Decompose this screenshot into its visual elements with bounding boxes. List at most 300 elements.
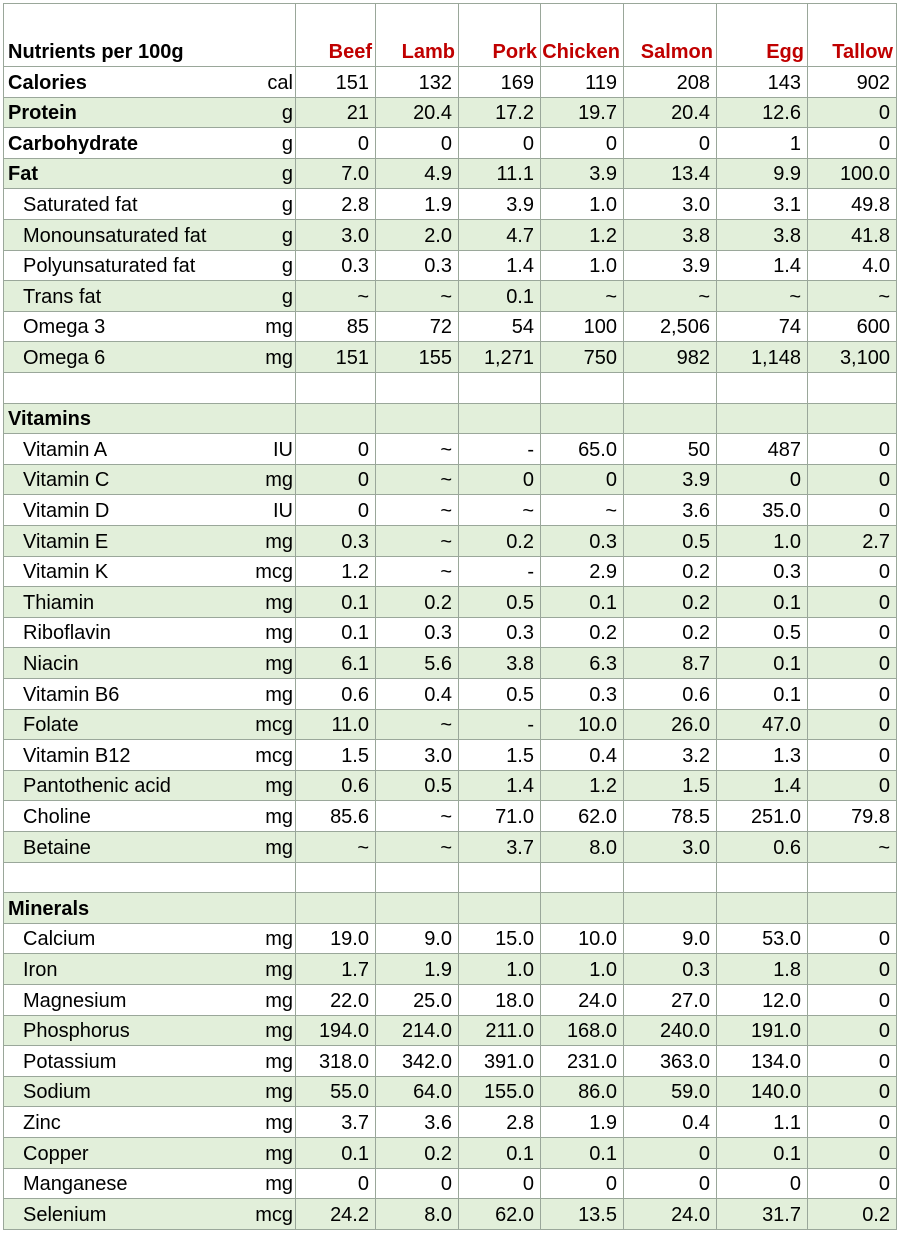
value-cell-tallow [808, 189, 897, 219]
value-text: 0 [878, 561, 890, 584]
value-cell-tallow [808, 863, 897, 893]
nutrition-sheet [3, 3, 897, 1229]
nutrient-unit: cal [267, 71, 293, 94]
value-text: 3.9 [682, 469, 710, 492]
value-cell-tallow [808, 1107, 897, 1137]
value-cell-pork [459, 67, 541, 97]
row-minerals [3, 893, 897, 924]
nutrient-name-cell [3, 1169, 296, 1199]
nutrient-name-cell [3, 189, 296, 219]
value-cell-salmon [624, 679, 717, 709]
value-cell-chicken [541, 1107, 624, 1137]
value-cell-chicken [541, 189, 624, 219]
nutrient-unit: mg [265, 316, 293, 339]
nutrient-name-cell [3, 985, 296, 1015]
value-cell-pork [459, 159, 541, 189]
value-cell-pork [459, 832, 541, 862]
value-cell-pork [459, 893, 541, 923]
value-text: 24.2 [330, 1203, 369, 1226]
row-polyunsaturated-fat [3, 251, 897, 282]
value-text: 0 [698, 132, 710, 155]
value-text: 0 [878, 958, 890, 981]
nutrient-name-cell [3, 648, 296, 678]
value-text: ~ [440, 438, 452, 461]
nutrient-label: Minerals [8, 897, 90, 920]
value-cell-egg [717, 740, 808, 770]
value-text: 0 [440, 132, 452, 155]
value-cell-chicken [541, 863, 624, 893]
value-cell-beef [296, 740, 376, 770]
nutrient-name-cell [3, 1046, 296, 1076]
value-cell-chicken [541, 557, 624, 587]
value-cell-salmon [624, 465, 717, 495]
value-cell-tallow [808, 526, 897, 556]
value-text: 0 [878, 1142, 890, 1165]
nutrient-unit: mcg [255, 744, 293, 767]
value-cell-chicken [541, 495, 624, 525]
value-text: 3,100 [839, 346, 890, 369]
value-text: 0.1 [773, 1142, 801, 1165]
value-cell-chicken [541, 67, 624, 97]
value-text: - [527, 561, 534, 584]
value-cell-salmon [624, 801, 717, 831]
value-text: 0 [698, 1173, 710, 1196]
value-text: 0 [698, 1142, 710, 1165]
value-cell-egg [717, 1138, 808, 1168]
value-text: 1.4 [773, 775, 801, 798]
value-text: 0 [878, 744, 890, 767]
value-text: 0.3 [506, 622, 534, 645]
table-title-cell [3, 4, 296, 66]
value-cell-beef [296, 1016, 376, 1046]
value-text: 214.0 [401, 1020, 452, 1043]
value-cell-lamb [376, 557, 459, 587]
nutrient-label: Vitamin A [23, 438, 108, 461]
value-cell-salmon [624, 1138, 717, 1168]
value-text: 78.5 [671, 805, 710, 828]
value-text: 211.0 [485, 1020, 534, 1043]
value-cell-pork [459, 801, 541, 831]
value-text: 0.5 [506, 591, 534, 614]
row-calcium [3, 924, 897, 955]
value-cell-tallow [808, 1199, 897, 1229]
value-text: ~ [440, 499, 452, 522]
value-text: 64.0 [413, 1081, 452, 1104]
value-text: 363.0 [659, 1050, 710, 1073]
value-cell-beef [296, 863, 376, 893]
value-cell-salmon [624, 924, 717, 954]
value-text: 251.0 [750, 805, 801, 828]
value-cell-salmon [624, 1046, 717, 1076]
value-cell-beef [296, 924, 376, 954]
value-cell-pork [459, 648, 541, 678]
value-text: 26.0 [671, 714, 710, 737]
nutrient-name-cell [3, 893, 296, 923]
value-text: 391.0 [483, 1050, 534, 1073]
nutrient-name-cell [3, 404, 296, 434]
nutrient-unit: mg [265, 1081, 293, 1104]
value-text: 0.3 [341, 255, 369, 278]
nutrient-name-cell [3, 1107, 296, 1137]
value-cell-salmon [624, 893, 717, 923]
nutrient-name-cell [3, 159, 296, 189]
row-iron [3, 954, 897, 985]
column-header-tallow [808, 4, 897, 66]
value-cell-tallow [808, 251, 897, 281]
nutrient-label: Pantothenic acid [23, 775, 171, 798]
value-cell-chicken [541, 1077, 624, 1107]
value-text: 0.4 [589, 744, 617, 767]
value-cell-beef [296, 1169, 376, 1199]
column-header-label: Lamb [401, 41, 455, 63]
value-cell-lamb [376, 434, 459, 464]
value-cell-egg [717, 251, 808, 281]
nutrient-unit: mg [265, 652, 293, 675]
value-cell-tallow [808, 985, 897, 1015]
value-text: 0.1 [341, 1142, 369, 1165]
value-cell-tallow [808, 740, 897, 770]
value-text: 600 [856, 316, 890, 339]
value-text: 3.2 [682, 744, 710, 767]
value-cell-pork [459, 128, 541, 158]
value-text: 2.9 [589, 561, 617, 584]
row-vitamin-e [3, 526, 897, 557]
value-cell-egg [717, 281, 808, 311]
value-cell-salmon [624, 954, 717, 984]
value-text: 74 [778, 316, 801, 339]
row-thiamin [3, 587, 897, 618]
value-cell-lamb [376, 1016, 459, 1046]
value-cell-lamb [376, 281, 459, 311]
value-cell-tallow [808, 557, 897, 587]
value-text: ~ [357, 285, 369, 308]
value-text: 0 [878, 989, 890, 1012]
value-text: 0.3 [589, 683, 617, 706]
value-text: 0 [522, 1173, 534, 1196]
value-cell-pork [459, 679, 541, 709]
nutrient-name-cell [3, 710, 296, 740]
column-header-label: Egg [766, 41, 804, 63]
value-text: 1.0 [506, 958, 534, 981]
value-cell-salmon [624, 648, 717, 678]
nutrient-unit: mg [265, 469, 293, 492]
value-text: 169 [500, 71, 534, 94]
value-text: 0 [878, 1081, 890, 1104]
value-cell-chicken [541, 924, 624, 954]
value-cell-chicken [541, 159, 624, 189]
value-text: 8.0 [424, 1203, 452, 1226]
column-header-lamb [376, 4, 459, 66]
value-cell-egg [717, 893, 808, 923]
value-cell-pork [459, 342, 541, 372]
value-cell-salmon [624, 404, 717, 434]
nutrient-label: Omega 3 [23, 316, 106, 339]
value-text: 0.3 [341, 530, 369, 553]
row-copper [3, 1138, 897, 1169]
value-text: ~ [605, 499, 617, 522]
row-trans-fat [3, 281, 897, 312]
value-text: 27.0 [671, 989, 710, 1012]
value-cell-pork [459, 465, 541, 495]
value-cell-salmon [624, 67, 717, 97]
nutrient-label: Sodium [23, 1081, 91, 1104]
nutrient-unit: g [281, 102, 293, 125]
column-header-salmon [624, 4, 717, 66]
value-cell-egg [717, 1016, 808, 1046]
value-cell-tallow [808, 220, 897, 250]
nutrient-label: Fat [8, 163, 38, 186]
value-text: 54 [511, 316, 534, 339]
value-text: 0 [357, 469, 369, 492]
value-text: 0 [878, 928, 890, 951]
value-text: 17.2 [495, 102, 534, 125]
value-text: 0 [878, 775, 890, 798]
value-text: 0.1 [589, 591, 617, 614]
value-cell-chicken [541, 526, 624, 556]
value-cell-salmon [624, 618, 717, 648]
value-cell-salmon [624, 159, 717, 189]
value-text: 2.8 [506, 1111, 534, 1134]
value-text: ~ [440, 561, 452, 584]
value-cell-lamb [376, 373, 459, 403]
value-text: 4.0 [862, 255, 890, 278]
value-text: 1.7 [341, 958, 369, 981]
value-cell-chicken [541, 220, 624, 250]
value-cell-lamb [376, 1046, 459, 1076]
value-cell-lamb [376, 342, 459, 372]
value-text: 0 [878, 438, 890, 461]
value-text: 3.9 [589, 163, 617, 186]
nutrient-unit: mg [265, 775, 293, 798]
value-cell-salmon [624, 710, 717, 740]
value-cell-tallow [808, 893, 897, 923]
nutrient-unit: mg [265, 1173, 293, 1196]
value-text: 119 [585, 71, 617, 94]
value-cell-egg [717, 832, 808, 862]
value-cell-beef [296, 495, 376, 525]
nutrient-label: Vitamins [8, 408, 91, 431]
value-text: ~ [357, 836, 369, 859]
value-text: 0.3 [589, 530, 617, 553]
row-betaine [3, 832, 897, 863]
value-cell-beef [296, 771, 376, 801]
value-cell-chicken [541, 740, 624, 770]
value-cell-beef [296, 1046, 376, 1076]
nutrient-name-cell [3, 220, 296, 250]
value-text: 1.5 [682, 775, 710, 798]
nutrient-unit: mg [265, 346, 293, 369]
value-text: 0.1 [341, 591, 369, 614]
value-text: 0.4 [682, 1111, 710, 1134]
value-cell-tallow [808, 771, 897, 801]
value-cell-beef [296, 648, 376, 678]
value-text: 132 [418, 71, 452, 94]
value-cell-tallow [808, 465, 897, 495]
value-text: 100 [583, 316, 617, 339]
value-cell-tallow [808, 832, 897, 862]
value-cell-salmon [624, 342, 717, 372]
nutrient-label: Zinc [23, 1111, 61, 1134]
value-cell-egg [717, 710, 808, 740]
value-text: 0.2 [589, 622, 617, 645]
nutrient-unit: g [281, 193, 293, 216]
row-riboflavin [3, 618, 897, 649]
value-text: 3.8 [682, 224, 710, 247]
value-text: 3.6 [682, 499, 710, 522]
value-cell-tallow [808, 1077, 897, 1107]
value-text: 24.0 [578, 989, 617, 1012]
value-text: 0.5 [773, 622, 801, 645]
nutrient-unit: mcg [255, 561, 293, 584]
value-cell-chicken [541, 801, 624, 831]
value-text: 1.9 [424, 958, 452, 981]
value-cell-beef [296, 710, 376, 740]
value-cell-pork [459, 495, 541, 525]
value-text: ~ [440, 836, 452, 859]
value-cell-pork [459, 373, 541, 403]
value-text: 0 [878, 622, 890, 645]
row-vitamin-k [3, 557, 897, 588]
value-text: 22.0 [330, 989, 369, 1012]
nutrient-unit: mg [265, 591, 293, 614]
value-text: 0 [357, 1173, 369, 1196]
value-text: 1.4 [773, 255, 801, 278]
value-text: 1.5 [506, 744, 534, 767]
column-header-label: Beef [328, 41, 372, 63]
column-header-chicken [541, 4, 624, 66]
value-text: ~ [605, 285, 617, 308]
nutrient-name-cell [3, 465, 296, 495]
value-cell-salmon [624, 832, 717, 862]
value-cell-egg [717, 648, 808, 678]
value-cell-salmon [624, 251, 717, 281]
value-cell-chicken [541, 1169, 624, 1199]
value-text: 1.5 [341, 744, 369, 767]
value-cell-pork [459, 924, 541, 954]
value-cell-salmon [624, 434, 717, 464]
value-cell-tallow [808, 648, 897, 678]
value-cell-lamb [376, 1199, 459, 1229]
nutrient-unit: mcg [255, 1203, 293, 1226]
value-text: 0 [878, 102, 890, 125]
value-cell-pork [459, 281, 541, 311]
value-cell-chicken [541, 710, 624, 740]
value-text: 10.0 [578, 928, 617, 951]
value-text: 0 [878, 132, 890, 155]
value-cell-pork [459, 863, 541, 893]
value-text: 0 [357, 438, 369, 461]
value-text: 0 [878, 499, 890, 522]
nutrient-name-cell [3, 495, 296, 525]
value-cell-chicken [541, 404, 624, 434]
value-text: 0 [357, 499, 369, 522]
value-cell-beef [296, 281, 376, 311]
value-text: 59.0 [671, 1081, 710, 1104]
value-text: 1.0 [773, 530, 801, 553]
value-cell-lamb [376, 251, 459, 281]
nutrient-unit: g [281, 285, 293, 308]
value-text: ~ [440, 530, 452, 553]
value-cell-salmon [624, 587, 717, 617]
value-text: 0 [357, 132, 369, 155]
value-text: 3.9 [506, 193, 534, 216]
value-text: 1,271 [483, 346, 534, 369]
value-cell-pork [459, 954, 541, 984]
row-manganese [3, 1169, 897, 1200]
value-cell-pork [459, 1046, 541, 1076]
value-text: 0.6 [773, 836, 801, 859]
value-cell-egg [717, 67, 808, 97]
value-text: 2.0 [424, 224, 452, 247]
nutrient-unit: mg [265, 805, 293, 828]
value-text: 9.9 [773, 163, 801, 186]
value-cell-tallow [808, 1138, 897, 1168]
value-cell-chicken [541, 893, 624, 923]
value-cell-egg [717, 1046, 808, 1076]
value-text: 86.0 [578, 1081, 617, 1104]
value-cell-pork [459, 710, 541, 740]
value-cell-chicken [541, 281, 624, 311]
value-cell-lamb [376, 404, 459, 434]
value-cell-egg [717, 771, 808, 801]
nutrient-name-cell [3, 954, 296, 984]
value-text: 3.0 [682, 836, 710, 859]
value-text: 0 [878, 469, 890, 492]
value-text: 12.0 [762, 989, 801, 1012]
value-text: 750 [583, 346, 617, 369]
value-cell-chicken [541, 373, 624, 403]
nutrient-label: Vitamin B6 [23, 683, 120, 706]
value-cell-tallow [808, 710, 897, 740]
value-cell-beef [296, 434, 376, 464]
value-text: 2.8 [341, 193, 369, 216]
value-text: ~ [440, 805, 452, 828]
value-text: 1.8 [773, 958, 801, 981]
value-text: ~ [878, 285, 890, 308]
value-cell-egg [717, 189, 808, 219]
nutrient-name-cell [3, 587, 296, 617]
value-cell-egg [717, 98, 808, 128]
row-vitamins [3, 404, 897, 435]
value-text: 240.0 [659, 1020, 710, 1043]
value-text: 53.0 [762, 928, 801, 951]
value-cell-beef [296, 1199, 376, 1229]
nutrient-unit: mg [265, 1050, 293, 1073]
nutrient-name-cell [3, 740, 296, 770]
nutrient-label: Polyunsaturated fat [23, 255, 196, 278]
value-cell-chicken [541, 434, 624, 464]
row-phosphorus [3, 1016, 897, 1047]
row-vitamin-a [3, 434, 897, 465]
nutrient-name-cell [3, 281, 296, 311]
nutrient-unit: mg [265, 958, 293, 981]
nutrient-label: Riboflavin [23, 622, 111, 645]
value-text: 9.0 [682, 928, 710, 951]
value-text: 0.1 [506, 1142, 534, 1165]
value-cell-pork [459, 1107, 541, 1137]
value-text: 1.3 [773, 744, 801, 767]
value-text: - [527, 438, 534, 461]
value-cell-pork [459, 251, 541, 281]
value-text: 11.0 [331, 714, 369, 737]
nutrient-name-cell [3, 373, 296, 403]
value-cell-tallow [808, 1169, 897, 1199]
value-text: 0.3 [424, 622, 452, 645]
row-niacin [3, 648, 897, 679]
value-cell-lamb [376, 740, 459, 770]
row-vitamin-b12 [3, 740, 897, 771]
nutrient-name-cell [3, 679, 296, 709]
